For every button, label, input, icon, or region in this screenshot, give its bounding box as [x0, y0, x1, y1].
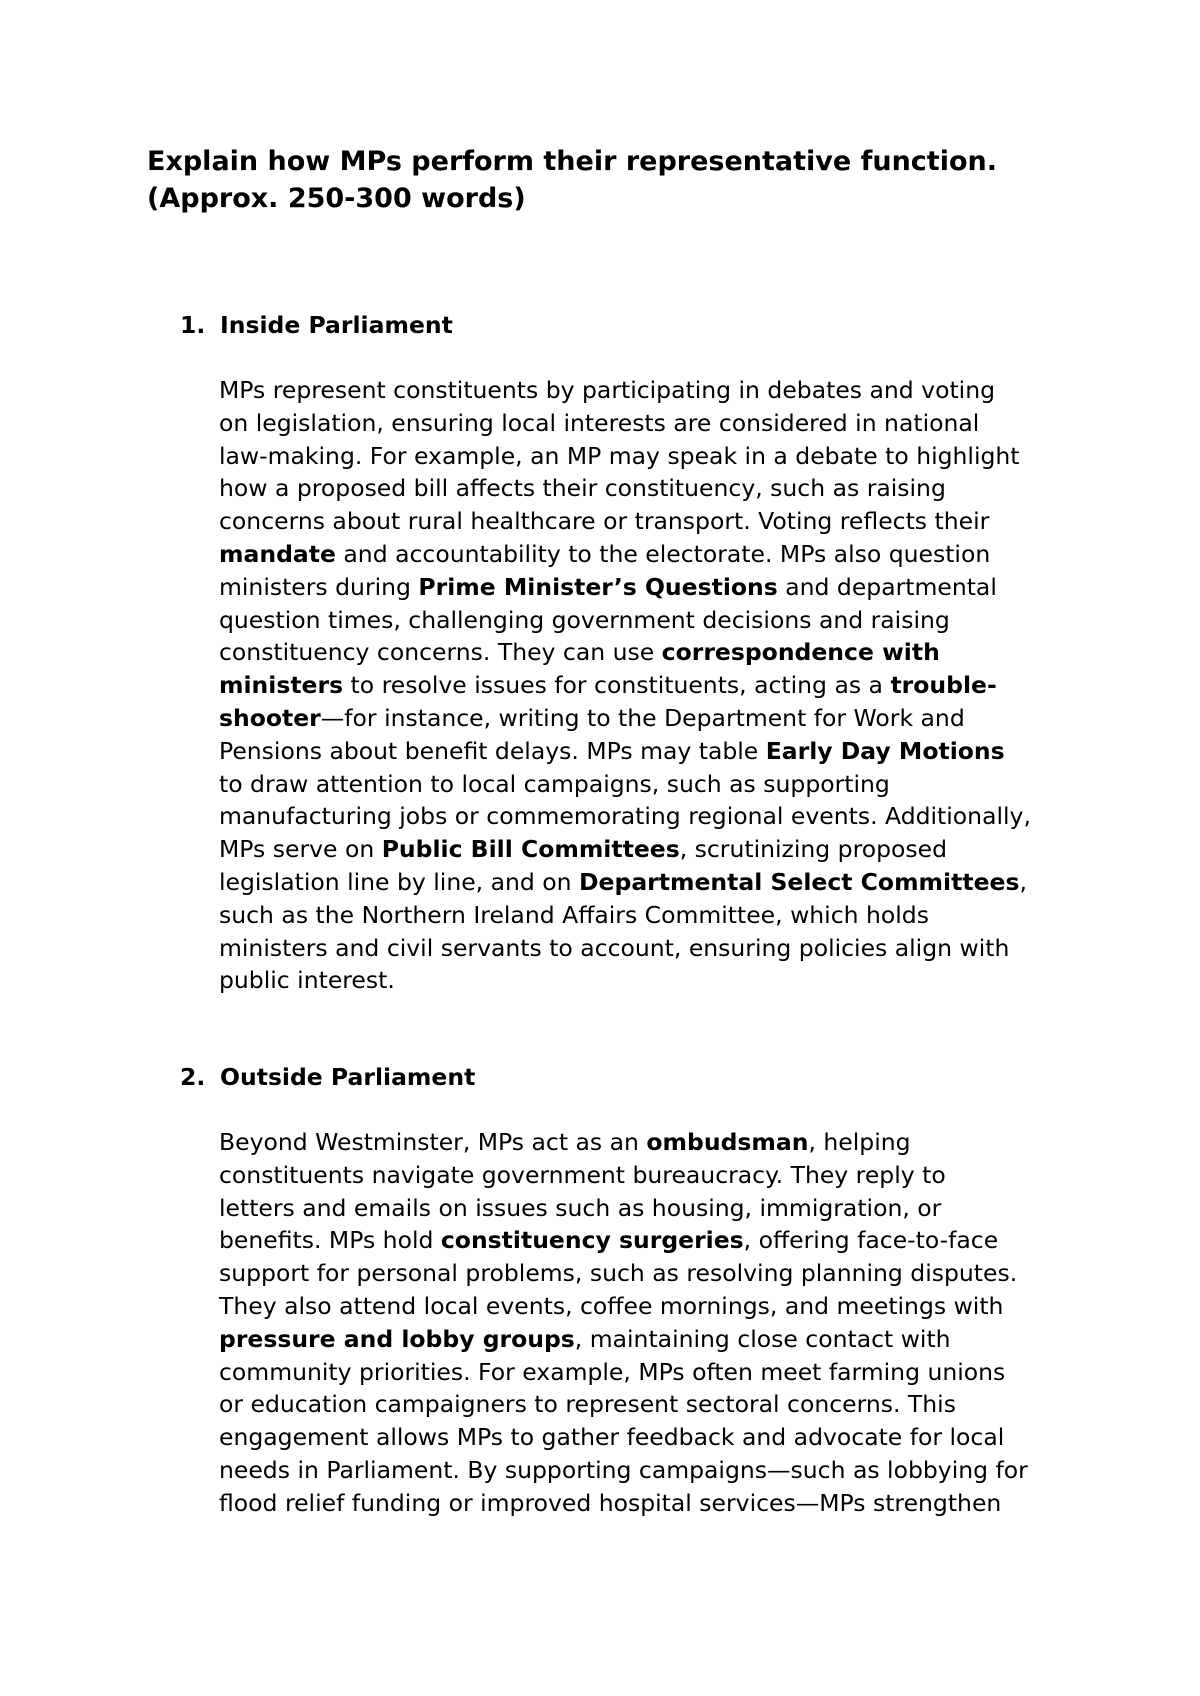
key-term: correspondence with: [661, 638, 940, 667]
text-run: engagement allows MPs to gather feedback and advocate for local: [219, 1423, 1005, 1452]
text-run: , scrutinizing proposed: [679, 835, 948, 864]
paragraph-line: [219, 932, 1099, 965]
paragraph-line: [219, 1454, 1099, 1487]
text-run: MPs serve on: [219, 835, 382, 864]
key-term: Departmental Select Committees: [579, 867, 1020, 896]
paragraph-line: [219, 1192, 1099, 1225]
text-run: manufacturing jobs or commemorating regional events. Additionally,: [219, 802, 1031, 831]
key-term: mandate: [219, 539, 336, 568]
title-line-2: (Approx. 250-300 words): [147, 183, 526, 214]
paragraph-line: [219, 1257, 1099, 1290]
paragraph-line: [219, 374, 1099, 407]
text-run: ministers during: [219, 572, 419, 601]
text-run: how a proposed bill affects their constituency, such as raising: [219, 474, 946, 503]
paragraph-line: [219, 1224, 1099, 1257]
paragraph-line: [219, 636, 1099, 669]
text-run: law-making. For example, an MP may speak in a debate to highlight: [219, 441, 1020, 470]
text-run: benefits. MPs hold: [219, 1226, 441, 1255]
key-term: shooter: [219, 703, 321, 732]
section-number: 1.: [180, 311, 206, 339]
paragraph-line: [219, 407, 1099, 440]
paragraph-line: [219, 472, 1099, 505]
paragraph-line: [219, 1290, 1099, 1323]
text-run: support for personal problems, such as resolving planning disputes.: [219, 1259, 1018, 1288]
key-term: Early Day Motions: [765, 736, 1005, 765]
section-heading-inside-parliament: [180, 309, 453, 342]
text-run: such as the Northern Ireland Affairs Committee, which holds: [219, 900, 929, 929]
text-run: legislation line by line, and on: [219, 867, 580, 896]
paragraph-line: [219, 866, 1099, 899]
text-run: and accountability to the electorate. MPs also question: [335, 539, 991, 568]
text-run: concerns about rural healthcare or transport. Voting reflects their: [219, 507, 990, 536]
text-run: and departmental: [777, 572, 997, 601]
paragraph-line: [219, 1388, 1099, 1421]
paragraph-line: [219, 833, 1099, 866]
text-run: Beyond Westminster, MPs act as an: [219, 1128, 647, 1156]
text-run: question times, challenging government decisions and raising: [219, 605, 950, 634]
text-run: needs in Parliament. By supporting campaigns—such as lobbying for: [219, 1455, 1028, 1484]
key-term: ministers: [219, 671, 344, 700]
paragraph-line: [219, 604, 1099, 637]
text-run: on legislation, ensuring local interests are considered in national: [219, 408, 980, 437]
text-run: to resolve issues for constituents, acting as a: [343, 671, 891, 700]
key-term: Public Bill Committees: [381, 835, 680, 864]
text-run: ministers and civil servants to account, ensuring policies align with: [219, 933, 1010, 962]
section-heading-outside-parliament: [180, 1061, 475, 1094]
paragraph-line: [219, 800, 1099, 833]
text-run: letters and emails on issues such as housing, immigration, or: [219, 1193, 942, 1222]
paragraph-line: [219, 505, 1099, 538]
key-term: pressure and lobby groups: [219, 1324, 575, 1353]
key-term: constituency surgeries: [440, 1226, 744, 1255]
paragraph-line: [219, 571, 1099, 604]
document-title: [147, 143, 1107, 217]
paragraph-line: [219, 1421, 1099, 1454]
title-line-1: Explain how MPs perform their representative function.: [147, 146, 997, 177]
paragraph-line: [219, 669, 1099, 702]
text-run: , helping: [808, 1128, 911, 1156]
section-paragraph-inside-parliament: [219, 374, 1099, 997]
paragraph-line: [219, 702, 1099, 735]
section-title: Inside Parliament: [220, 311, 453, 339]
text-run: —for instance, writing to the Department for Work and: [320, 703, 965, 732]
paragraph-line: [219, 899, 1099, 932]
paragraph-line: [219, 1159, 1099, 1192]
paragraph-line: [219, 964, 1099, 997]
paragraph-line: [219, 1126, 1099, 1159]
text-run: constituency concerns. They can use: [219, 638, 662, 667]
paragraph-line: [219, 735, 1099, 768]
text-run: constituents navigate government bureaucracy. They reply to: [219, 1160, 946, 1189]
paragraph-line: [219, 440, 1099, 473]
section-paragraph-outside-parliament: [219, 1126, 1099, 1520]
key-term: trouble-: [890, 671, 997, 700]
section-title: Outside Parliament: [220, 1063, 476, 1091]
paragraph-line: [219, 768, 1099, 801]
paragraph-line: [219, 1487, 1099, 1520]
section-number: 2.: [180, 1063, 206, 1091]
paragraph-line: [219, 1356, 1099, 1389]
text-run: or education campaigners to represent sectoral concerns. This: [219, 1390, 956, 1419]
paragraph-line: [219, 538, 1099, 571]
text-run: Pensions about benefit delays. MPs may table: [219, 736, 766, 765]
text-run: , maintaining close contact with: [574, 1324, 951, 1353]
text-run: , offering face-to-face: [743, 1226, 999, 1255]
key-term: ombudsman: [646, 1128, 809, 1156]
text-run: to draw attention to local campaigns, such as supporting: [219, 769, 890, 798]
key-term: Prime Minister’s Questions: [418, 572, 778, 601]
paragraph-line: [219, 1323, 1099, 1356]
text-run: ,: [1019, 867, 1027, 896]
text-run: MPs represent constituents by participating in debates and voting: [219, 376, 996, 404]
text-run: public interest.: [219, 966, 395, 995]
text-run: They also attend local events, coffee mornings, and meetings with: [219, 1291, 1004, 1320]
text-run: community priorities. For example, MPs often meet farming unions: [219, 1357, 1006, 1386]
text-run: flood relief funding or improved hospital services—MPs strengthen: [219, 1488, 1002, 1517]
